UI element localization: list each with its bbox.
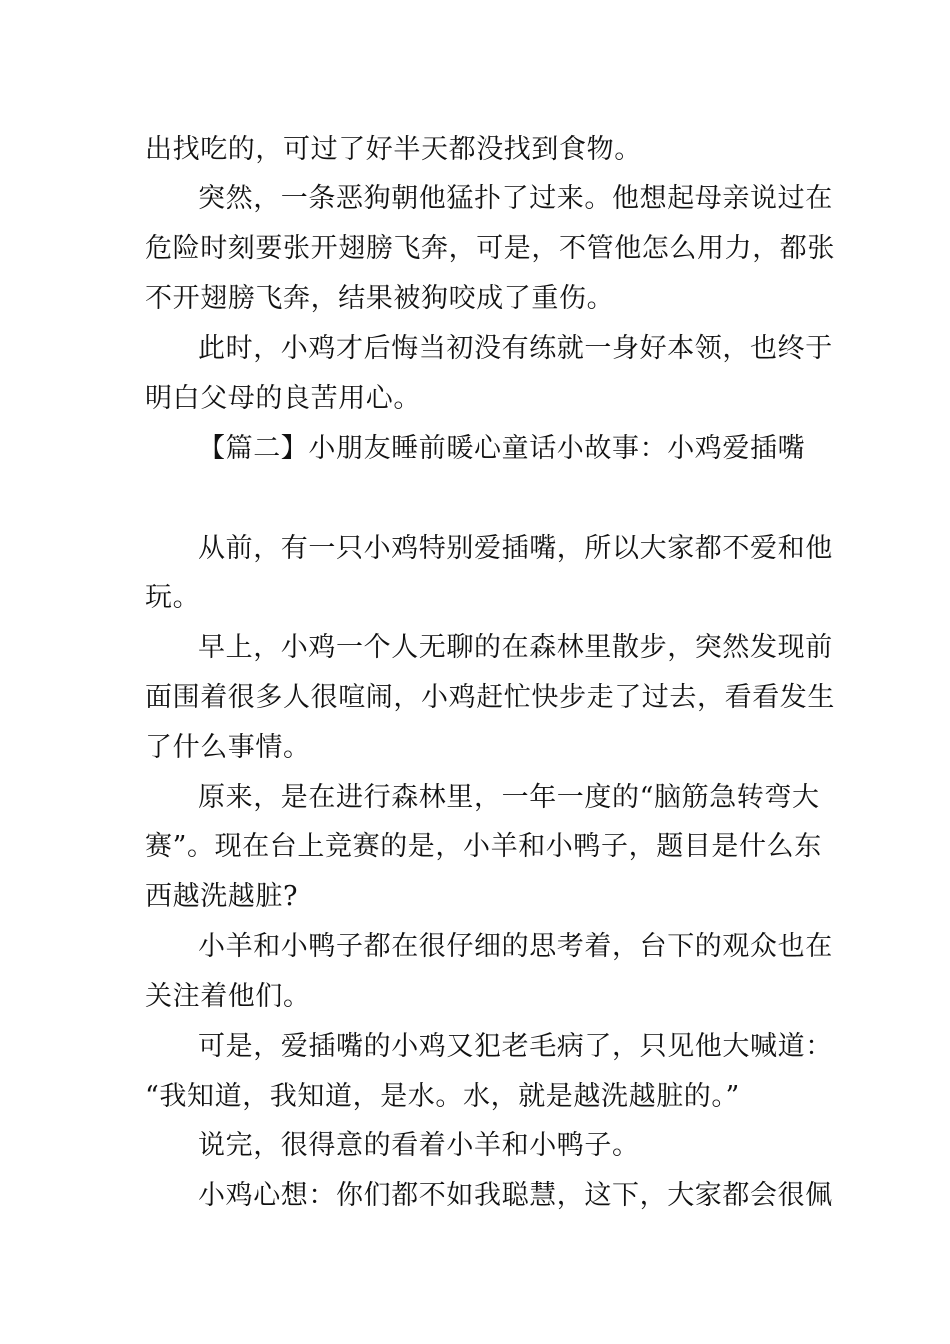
- paragraph-start: 小羊和小鸭子都在很仔细的思考着，台下的观众也在: [198, 931, 833, 962]
- text-line: “我知道，我知道，是水。水，就是越洗越脏的。”: [145, 1081, 740, 1112]
- text-line: 明白父母的良苦用心。: [145, 383, 421, 414]
- text-line: 危险时刻要张开翅膀飞奔，可是，不管他怎么用力，都张: [145, 233, 835, 264]
- text-line: 玩。: [145, 582, 201, 613]
- text-line: 不开翅膀飞奔，结果被狗咬成了重伤。: [145, 283, 615, 314]
- paragraph-start: 突然，一条恶狗朝他猛扑了过来。他想起母亲说过在: [198, 183, 833, 214]
- text-line: 面围着很多人很喧闹，小鸡赶忙快步走了过去，看看发生: [145, 682, 835, 713]
- text-line: 了什么事情。: [145, 732, 311, 763]
- section-heading: 【篇二】小朋友睡前暖心童话小故事：小鸡爱插嘴: [198, 433, 806, 464]
- paragraph-start: 此时，小鸡才后悔当初没有练就一身好本领，也终于: [198, 333, 833, 364]
- text-line: 出找吃的，可过了好半天都没找到食物。: [145, 134, 642, 165]
- paragraph-start: 说完，很得意的看着小羊和小鸭子。: [198, 1130, 640, 1161]
- text-line: 关注着他们。: [145, 981, 311, 1012]
- paragraph-start: 原来，是在进行森林里，一年一度的“脑筋急转弯大: [198, 782, 820, 813]
- paragraph-start: 从前，有一只小鸡特别爱插嘴，所以大家都不爱和他: [198, 533, 833, 564]
- paragraph-start: 早上，小鸡一个人无聊的在森林里散步，突然发现前: [198, 632, 833, 663]
- text-line: 西越洗越脏?: [145, 881, 299, 912]
- paragraph-start: 可是，爱插嘴的小鸡又犯老毛病了，只见他大喊道：: [198, 1031, 833, 1062]
- text-line: 赛”。现在台上竞赛的是，小羊和小鸭子，题目是什么东: [145, 831, 822, 862]
- paragraph-start: 小鸡心想：你们都不如我聪慧，这下，大家都会很佩: [198, 1180, 833, 1211]
